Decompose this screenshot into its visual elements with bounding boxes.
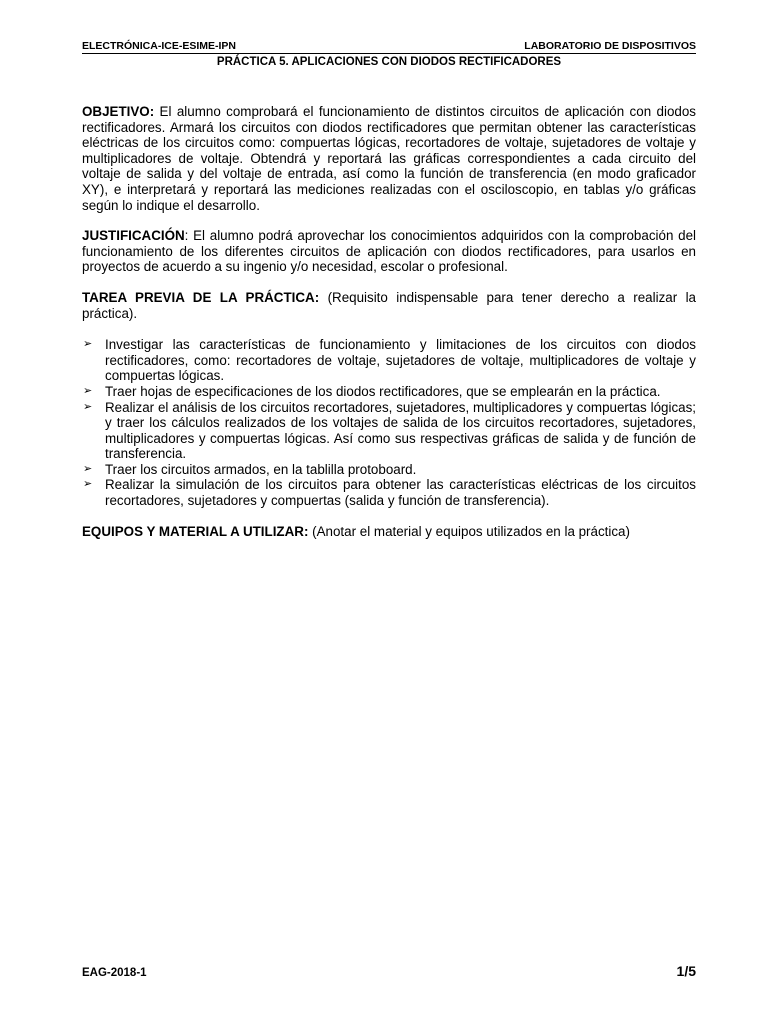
objetivo-section <box>82 104 696 213</box>
tarea-previa-text: (Requisito indispensable para tener derecho a realizar la práctica). <box>82 289 696 321</box>
arrow-bullet-icon: ➢ <box>83 478 93 491</box>
equipos-text: (Anotar el material y equipos utilizados en la práctica) <box>308 523 630 539</box>
footer-page-number: 1/5 <box>676 963 696 979</box>
objetivo-text: El alumno comprobará el funcionamiento de distintos circuitos de aplicación con diodos rectificadores. Armará los circuitos con diodos rectificadores que permitan obtener las características eléctricas de los circuitos como: compuertas lógicas, recortadores de voltaje, sujetadores de voltaje y multiplicadores de voltaje. Obtendrá y reportará las gráficas correspondientes a cada circuito del voltaje de salida y del voltaje de entrada, así como la función de transferencia (en modo graficador XY), e interpretará y reportará las mediciones realizadas con el osciloscopio, en tablas y/o gráficas según lo indique el desarrollo. <box>82 104 696 213</box>
arrow-bullet-icon: ➢ <box>83 462 93 475</box>
arrow-bullet-icon: ➢ <box>83 384 93 397</box>
list-item-text: Investigar las características de funcionamiento y limitaciones de los circuitos con diodos rectificadores, como: recortadores de voltaje, sujetadores de voltaje, multiplicadores de voltaje y compuertas lógicas. <box>105 337 696 384</box>
list-item <box>82 384 696 400</box>
list-item-text: Traer hojas de especificaciones de los diodos rectificadores, que se emplearán en la práctica. <box>105 383 661 399</box>
practice-title: PRÁCTICA 5. APLICACIONES CON DIODOS RECTIFICADORES <box>216 56 562 68</box>
tarea-previa-section <box>82 290 696 321</box>
list-item-text: Realizar el análisis de los circuitos recortadores, sujetadores, multiplicadores y compuertas lógicas; y traer los cálculos realizados de los voltajes de salida de los circuitos recortadores, sujetadores, multiplicadores y compuertas lógicas. Así como sus respectivas gráficas de salida y de función de transferencia. <box>105 399 696 462</box>
objetivo-label: OBJETIVO: <box>82 104 155 119</box>
document-page <box>82 40 696 1000</box>
list-item <box>82 462 696 478</box>
list-item <box>82 477 696 508</box>
page-header <box>82 40 696 54</box>
list-item-text: Traer los circuitos armados, en la tablilla protoboard. <box>105 461 417 477</box>
justificacion-label: JUSTIFICACIÓN <box>82 228 185 244</box>
footer-document-code: EAG-2018-1 <box>82 967 147 979</box>
header-laboratory: LABORATORIO DE DISPOSITIVOS <box>524 40 696 52</box>
tarea-previa-label: TAREA PREVIA DE LA PRÁCTICA: <box>82 289 320 305</box>
list-item <box>82 400 696 462</box>
page-footer <box>82 963 696 979</box>
equipos-section <box>82 524 696 540</box>
arrow-bullet-icon: ➢ <box>83 400 93 413</box>
equipos-label: EQUIPOS Y MATERIAL A UTILIZAR: <box>82 523 309 539</box>
list-item-text: Realizar la simulación de los circuitos para obtener las características eléctricas de los circuitos recortadores, sujetadores y compuertas (salida y función de transferencia). <box>105 477 696 509</box>
justificacion-text: : El alumno podrá aprovechar los conocimientos adquiridos con la comprobación del funcionamiento de los diferentes circuitos de aplicación con diodos rectificadores, para usarlos en proyectos de acuerdo a su ingenio y/o necesidad, escolar o profesional. <box>82 228 696 275</box>
header-institution: ELECTRÓNICA-ICE-ESIME-IPN <box>82 40 237 52</box>
justificacion-section <box>82 228 696 275</box>
arrow-bullet-icon: ➢ <box>83 338 93 351</box>
tarea-previa-list <box>82 337 696 509</box>
list-item <box>82 337 696 384</box>
